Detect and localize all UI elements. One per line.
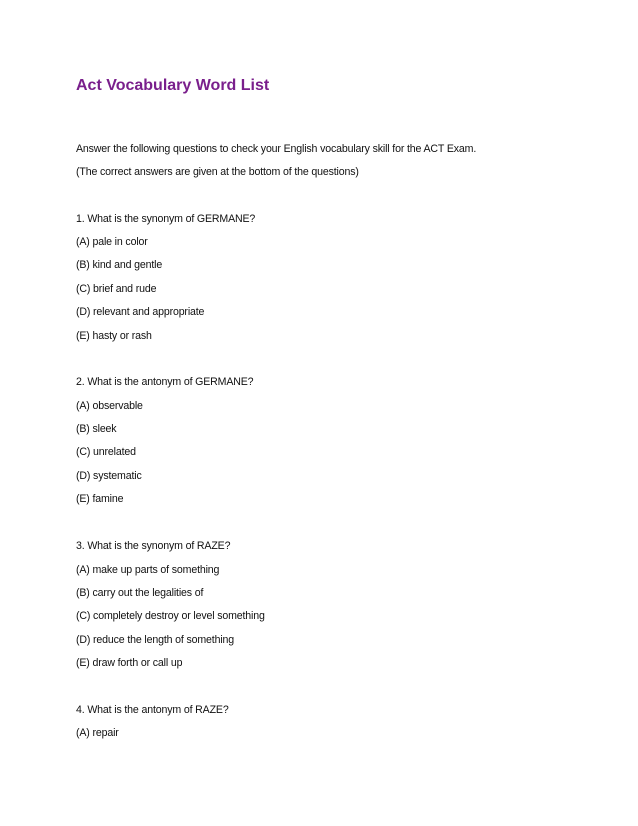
answer-option: (E) famine bbox=[76, 493, 124, 505]
answer-option: (B) sleek bbox=[76, 423, 117, 435]
answer-option: (E) draw forth or call up bbox=[76, 657, 183, 669]
answer-option: (D) systematic bbox=[76, 470, 142, 482]
question-text: 1. What is the synonym of GERMANE? bbox=[76, 213, 256, 225]
answer-option: (E) hasty or rash bbox=[76, 330, 152, 342]
answer-option: (B) carry out the legalities of bbox=[76, 587, 204, 599]
answer-option: (A) pale in color bbox=[76, 236, 148, 248]
question-text: 3. What is the synonym of RAZE? bbox=[76, 540, 231, 552]
answer-option: (A) observable bbox=[76, 400, 143, 412]
intro-line: (The correct answers are given at the bottom of the questions) bbox=[76, 166, 359, 178]
answer-option: (C) unrelated bbox=[76, 446, 136, 458]
page-title: Act Vocabulary Word List bbox=[76, 77, 270, 94]
answer-option: (A) make up parts of something bbox=[76, 564, 220, 576]
answer-option: (A) repair bbox=[76, 727, 119, 739]
answer-option: (C) completely destroy or level something bbox=[76, 610, 265, 622]
answer-option: (D) reduce the length of something bbox=[76, 634, 235, 646]
question-text: 2. What is the antonym of GERMANE? bbox=[76, 376, 254, 388]
answer-option: (B) kind and gentle bbox=[76, 259, 163, 271]
answer-option: (C) brief and rude bbox=[76, 283, 157, 295]
answer-option: (D) relevant and appropriate bbox=[76, 306, 205, 318]
question-text: 4. What is the antonym of RAZE? bbox=[76, 704, 229, 716]
intro-line: Answer the following questions to check your English vocabulary skill for the ACT Exam. bbox=[76, 143, 477, 155]
